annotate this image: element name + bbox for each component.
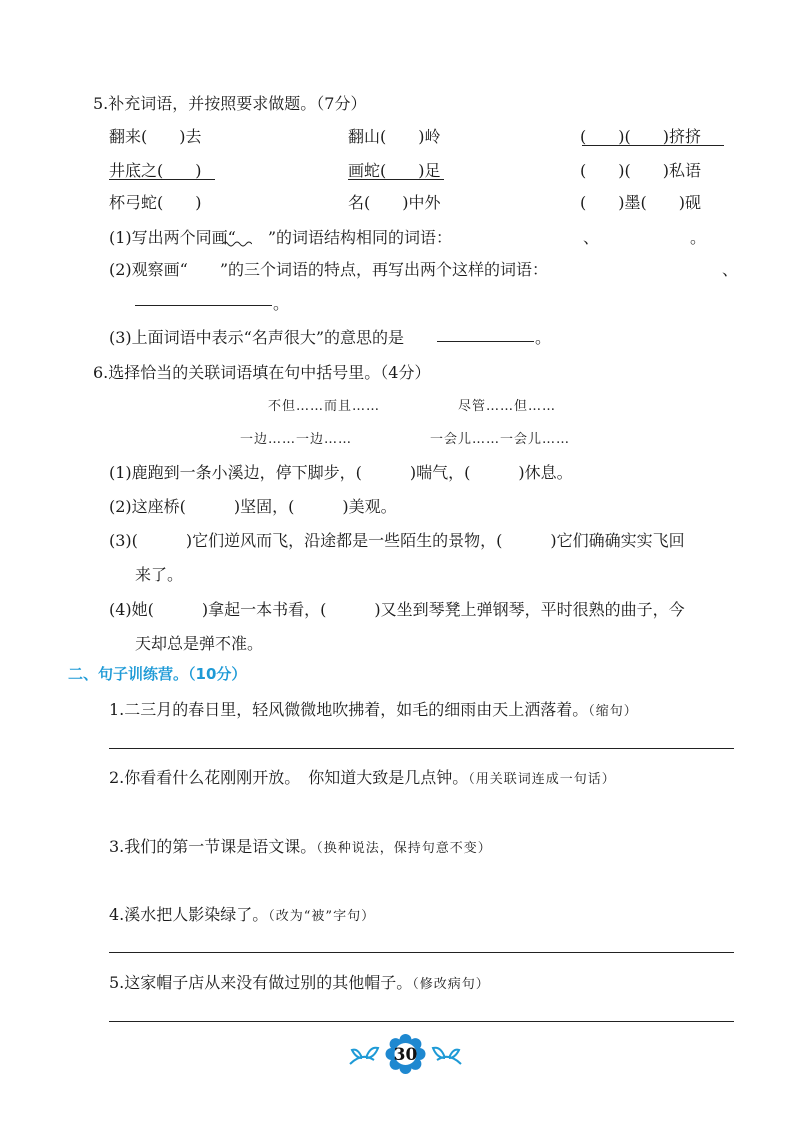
exercise-1-text: 1.二三月的春日里，轻风微微地吹拂着，如毛的细雨由天上洒落着。 xyxy=(109,700,589,719)
answer-line-1[interactable] xyxy=(109,748,734,749)
section-2-title: 二、句子训练营。（10分） xyxy=(68,665,247,683)
q5-word-r3c3: ( )墨( )砚 xyxy=(580,193,701,212)
page-badge xyxy=(348,1034,463,1074)
exercise-4-text: 4.溪水把人影染绿了。 xyxy=(109,905,269,924)
q5-underline-r1c3 xyxy=(582,145,724,146)
sprout-left-icon xyxy=(350,1048,378,1064)
answer-line-sub2[interactable] xyxy=(135,305,272,306)
q5-word-r2c3: ( )( )私语 xyxy=(580,161,701,180)
exercise-1 xyxy=(109,697,638,720)
exercise-4-hint: （改为“被”字句） xyxy=(268,909,376,924)
q6-sentence-4-cont: 天却总是弹不准。 xyxy=(135,634,264,653)
exercise-3-text: 3.我们的第一节课是语文课。 xyxy=(109,837,317,856)
sprout-right-icon xyxy=(433,1048,461,1064)
exercise-2-hint: （用关联词连成一句话） xyxy=(468,772,616,787)
q5-word-r3c1: 杯弓蛇( ) xyxy=(109,193,202,212)
answer-line-5[interactable] xyxy=(109,1021,734,1022)
q6-option-1: 不但……而且…… xyxy=(268,399,381,414)
q5-sub1-separator: 、 xyxy=(583,228,600,247)
q5-title: 5.补充词语，并按照要求做题。（7分） xyxy=(93,94,367,113)
q5-sub1-end: 。 xyxy=(690,228,707,247)
exercise-4 xyxy=(109,902,375,925)
exercise-2 xyxy=(109,765,616,788)
q6-sentence-3-cont: 来了。 xyxy=(135,565,184,584)
q6-option-2: 尽管……但…… xyxy=(458,399,557,414)
exercise-3 xyxy=(109,834,492,857)
q5-word-r2c2: 画蛇( )足 xyxy=(348,161,441,180)
q5-sub3: (3)上面词语中表示“名声很大”的意思的是 xyxy=(109,328,405,347)
q6-option-4: 一会儿……一会儿…… xyxy=(430,432,571,447)
exercise-5-text: 5.这家帽子店从来没有做过别的其他帽子。 xyxy=(109,973,413,992)
answer-line-4[interactable] xyxy=(109,952,734,953)
q5-underline-r2c2 xyxy=(348,179,444,180)
wavy-underline-icon xyxy=(222,240,252,248)
q5-sub2-separator: 、 xyxy=(722,260,739,279)
q6-option-3: 一边……一边…… xyxy=(240,432,353,447)
q5-word-r1c2: 翻山( )岭 xyxy=(348,127,441,146)
exercise-2-text: 2.你看看什么花刚刚开放。 你知道大致是几点钟。 xyxy=(109,768,469,787)
q5-sub2: (2)观察画“ ”的三个词语的特点，再写出两个这样的词语： xyxy=(109,260,549,279)
q6-title: 6.选择恰当的关联词语填在句中括号里。（4分） xyxy=(93,363,431,382)
q5-sub1: (1)写出两个同画“ ”的词语结构相同的词语： xyxy=(109,228,453,247)
q5-word-r2c1: 井底之( ) xyxy=(109,161,202,180)
answer-line-sub3[interactable] xyxy=(437,341,534,342)
q5-underline-r2c1 xyxy=(109,179,215,180)
exercise-3-hint: （换种说法，保持句意不变） xyxy=(316,841,492,856)
page-number: 30 xyxy=(393,1045,418,1065)
exercise-1-hint: （缩句） xyxy=(588,704,638,719)
q5-sub2-end: 。 xyxy=(273,294,290,313)
q6-sentence-1: (1)鹿跑到一条小溪边，停下脚步，( )喘气，( )休息。 xyxy=(109,463,573,482)
q5-word-r3c2: 名( )中外 xyxy=(348,193,441,212)
q6-sentence-3: (3)( )它们逆风而飞，沿途都是一些陌生的景物，( )它们确确实实飞回 xyxy=(109,531,685,550)
q5-word-r1c1: 翻来( )去 xyxy=(109,127,202,146)
q5-word-r1c3: ( )( )挤挤 xyxy=(580,127,701,146)
exercise-5 xyxy=(109,970,490,993)
q6-sentence-2: (2)这座桥( )坚固，( )美观。 xyxy=(109,497,397,516)
exercise-5-hint: （修改病句） xyxy=(412,977,490,992)
q6-sentence-4: (4)她( )拿起一本书看，( )又坐到琴凳上弹钢琴，平时很熟的曲子，今 xyxy=(109,600,685,619)
q5-sub3-end: 。 xyxy=(535,328,552,347)
